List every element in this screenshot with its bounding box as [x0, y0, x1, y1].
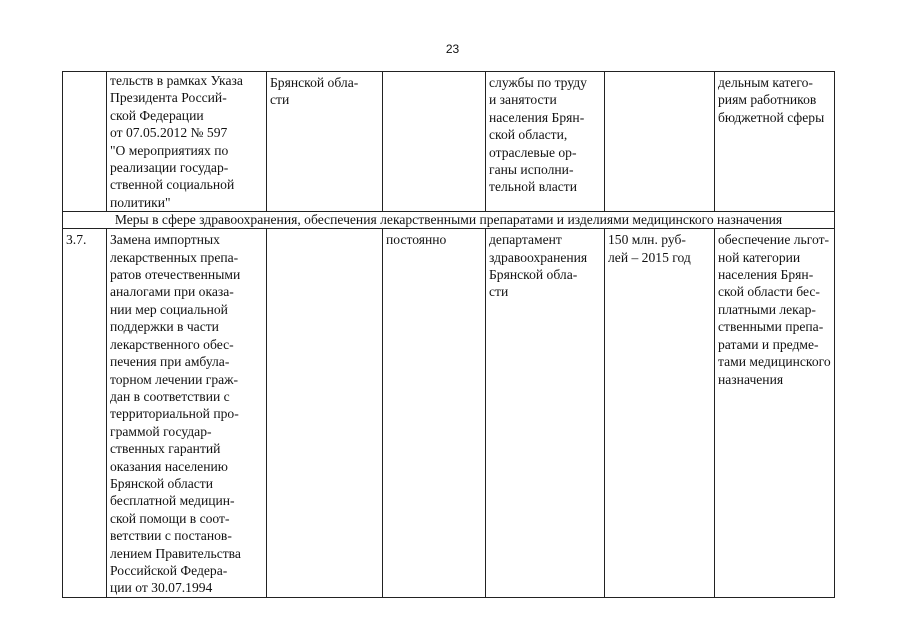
continuation-row: [63, 72, 835, 212]
page-number: 23: [445, 42, 460, 56]
section-heading-row: [63, 212, 835, 229]
cell-legal-act: [267, 229, 383, 598]
cell-deadline: [383, 72, 486, 212]
cell-funding: [605, 72, 715, 212]
section-heading: Меры в сфере здравоохранения, обеспечения лекарственными препаратами и изделиями медицинского назначения: [63, 212, 835, 229]
cell-measure: тельств в рамках Указа Президента Россий- ской Федерации от 07.05.2012 № 597 "О мероприятиях по реализации государ- ственной социальной политики": [107, 72, 267, 212]
row-number: 3.7.: [63, 229, 107, 598]
table-row: [63, 229, 835, 598]
cell-result: дельным катего- риям работников бюджетной сферы: [715, 72, 835, 212]
cell-legal-act: Брянской обла- сти: [267, 72, 383, 212]
cell-responsible: службы по труду и занятости населения Брян- ской области, отраслевые ор- ганы исполни- тельной власти: [486, 72, 605, 212]
cell-responsible: департамент здравоохранения Брянской обла- сти: [486, 229, 605, 598]
cell-deadline: постоянно: [383, 229, 486, 598]
measures-table: [62, 71, 835, 598]
cell-funding: 150 млн. руб- лей – 2015 год: [605, 229, 715, 598]
cell-measure: Замена импортных лекарственных препа- ратов отечественными аналогами при оказа- нии мер социальной поддержки в части лекарственного обес- печения при амбула- торном лечении граж- дан в соответствии с территориальной про- граммой государ- ственных гарантий оказания населению Брянской области бесплатной медицин- ской помощи в соот- ветствии с постанов- лением Правительства Российской Федера- ции от 30.07.1994: [107, 229, 267, 598]
cell-result: обеспечение льгот- ной категории населения Брян- ской области бес- платными лекар- ственными препа- ратами и предме- тами медицинского назначения: [715, 229, 835, 598]
cell-number: [63, 72, 107, 212]
